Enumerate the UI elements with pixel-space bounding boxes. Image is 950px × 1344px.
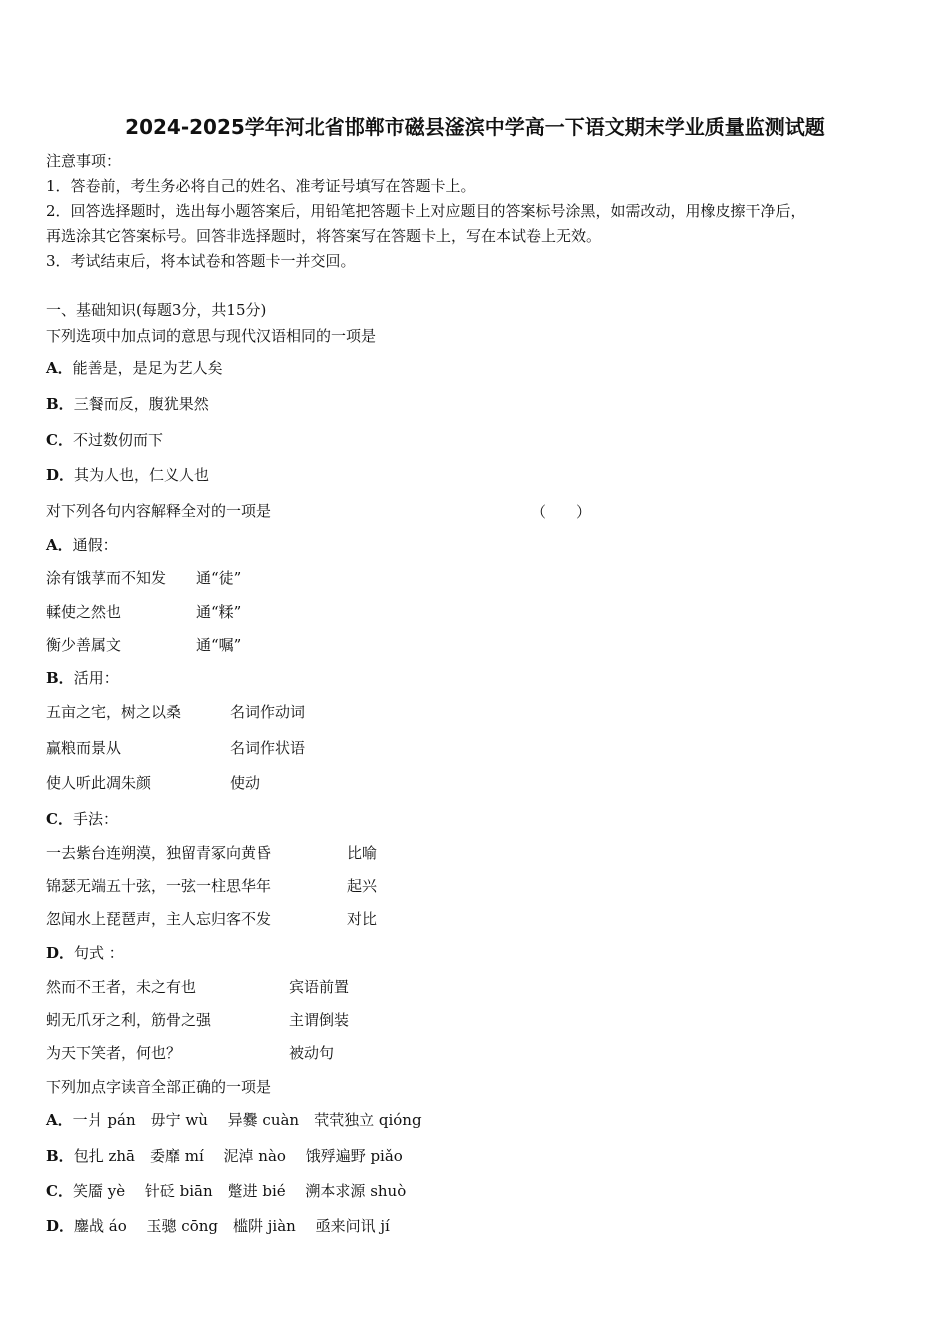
explanation: 名词作状语 — [230, 739, 306, 757]
sentence: 为天下笑者，何也？ — [46, 1044, 182, 1062]
option-text: 鏖战 áo 玉骢 cōng 槛阱 jiàn 亟来问讯 jí — [74, 1217, 390, 1235]
q3-option-a — [46, 1110, 422, 1130]
q2-option-b — [46, 668, 119, 688]
option-label: B． — [46, 669, 74, 687]
option-label: C． — [46, 810, 73, 828]
explanation: 对比 — [347, 910, 378, 928]
q2-d-row-2 — [46, 1010, 350, 1030]
option-label: D． — [46, 1217, 75, 1235]
notice-line-2a: 2．回答选择题时，选出每小题答案后，用铅笔把答题卡上对应题目的答案标号涂黑，如需改动，用橡皮擦干净后， — [46, 202, 806, 220]
q3-option-d — [46, 1216, 390, 1236]
option-text: 通假： — [72, 536, 118, 554]
option-text: 一爿 pán 毋宁 wù 异爨 cuàn 茕茕独立 qióng — [72, 1111, 422, 1129]
option-text: 手法： — [72, 810, 118, 828]
q2-option-a — [46, 535, 118, 555]
option-label: D． — [46, 944, 75, 962]
sentence: 一去紫台连朔漠，独留青冢向黄昏 — [46, 844, 272, 862]
q1-option-a — [46, 358, 223, 378]
option-label: B． — [46, 1147, 74, 1165]
option-label: C． — [46, 1182, 73, 1200]
section-heading: 一、基础知识(每题3分，共15分) — [46, 301, 267, 319]
option-text: 笑靥 yè 针砭 biān 蹩进 bié 溯本求源 shuò — [72, 1182, 407, 1200]
q2-c-row-3 — [46, 909, 378, 929]
notice-line-2b: 再选涂其它答案标号。回答非选择题时，将答案写在答题卡上，写在本试卷上无效。 — [46, 227, 602, 245]
q2-a-row-3 — [46, 635, 242, 655]
sentence: 忽闻水上琵琶声，主人忘归客不发 — [46, 910, 272, 928]
explanation: 名词作动词 — [230, 703, 306, 721]
q2-b-row-1 — [46, 702, 306, 722]
explanation: 比喻 — [347, 844, 378, 862]
explanation: 起兴 — [347, 877, 378, 895]
notice-line-1: 1．答卷前，考生务必将自己的姓名、准考证号填写在答题卡上。 — [46, 177, 476, 195]
sentence: 五亩之宅，树之以桑 — [46, 703, 182, 721]
q2-b-row-3 — [46, 773, 261, 793]
option-text: 能善是，是足为艺人矣 — [72, 359, 223, 377]
page-title: 2024-2025学年河北省邯郸市磁县滏滨中学高一下语文期末学业质量监测试题 — [125, 115, 825, 139]
q3-option-c — [46, 1181, 406, 1201]
option-text: 包扎 zhā 委靡 mí 泥淖 nào 饿殍遍野 piǎo — [73, 1147, 403, 1165]
sentence: 赢粮而景从 — [46, 739, 122, 757]
q3-stem: 下列加点字读音全部正确的一项是 — [46, 1078, 272, 1096]
explanation: 被动句 — [289, 1044, 335, 1062]
q1-option-c — [46, 430, 163, 450]
q2-b-row-2 — [46, 738, 306, 758]
q2-c-row-1 — [46, 843, 378, 863]
option-text: 句式 ： — [74, 944, 124, 962]
q2-option-d — [46, 943, 124, 963]
answer-parenthesis: （ ） — [531, 503, 592, 521]
option-text: 其为人也，仁义人也 — [74, 466, 210, 484]
sentence: 锦瑟无端五十弦，一弦一柱思华年 — [46, 877, 272, 895]
option-label: A． — [46, 1111, 73, 1129]
q2-option-c — [46, 809, 118, 829]
option-text: 三餐而反，腹犹果然 — [73, 395, 209, 413]
explanation: 通“糅” — [196, 603, 242, 621]
option-label: C． — [46, 431, 73, 449]
q2-a-row-1 — [46, 568, 242, 588]
option-label: A． — [46, 359, 73, 377]
q3-option-b — [46, 1146, 403, 1166]
q1-option-b — [46, 394, 209, 414]
q1-stem: 下列选项中加点词的意思与现代汉语相同的一项是 — [46, 327, 377, 345]
sentence: 蚓无爪牙之利，筋骨之强 — [46, 1011, 212, 1029]
q2-d-row-3 — [46, 1043, 335, 1063]
sentence: 然而不王者，未之有也 — [46, 978, 197, 996]
sentence: 使人听此凋朱颜 — [46, 774, 152, 792]
sentence: 輮使之然也 — [46, 603, 122, 621]
q2-a-row-2 — [46, 602, 242, 622]
sentence: 衡少善属文 — [46, 636, 122, 654]
notice-heading: 注意事项： — [46, 152, 122, 170]
q1-option-d — [46, 465, 209, 485]
option-label: A． — [46, 536, 73, 554]
sentence: 涂有饿莩而不知发 — [46, 569, 167, 587]
notice-line-3: 3．考试结束后，将本试卷和答题卡一并交回。 — [46, 252, 356, 270]
q2-stem: 对下列各句内容解释全对的一项是 — [46, 502, 272, 520]
explanation: 主谓倒装 — [289, 1011, 350, 1029]
option-text: 不过数仞而下 — [72, 431, 163, 449]
q2-c-row-2 — [46, 876, 378, 896]
option-label: B． — [46, 395, 74, 413]
explanation: 通“嘱” — [196, 636, 242, 654]
explanation: 使动 — [230, 774, 261, 792]
explanation: 通“徒” — [196, 569, 242, 587]
explanation: 宾语前置 — [289, 978, 350, 996]
option-text: 活用： — [73, 669, 119, 687]
option-label: D． — [46, 466, 75, 484]
q2-d-row-1 — [46, 977, 350, 997]
